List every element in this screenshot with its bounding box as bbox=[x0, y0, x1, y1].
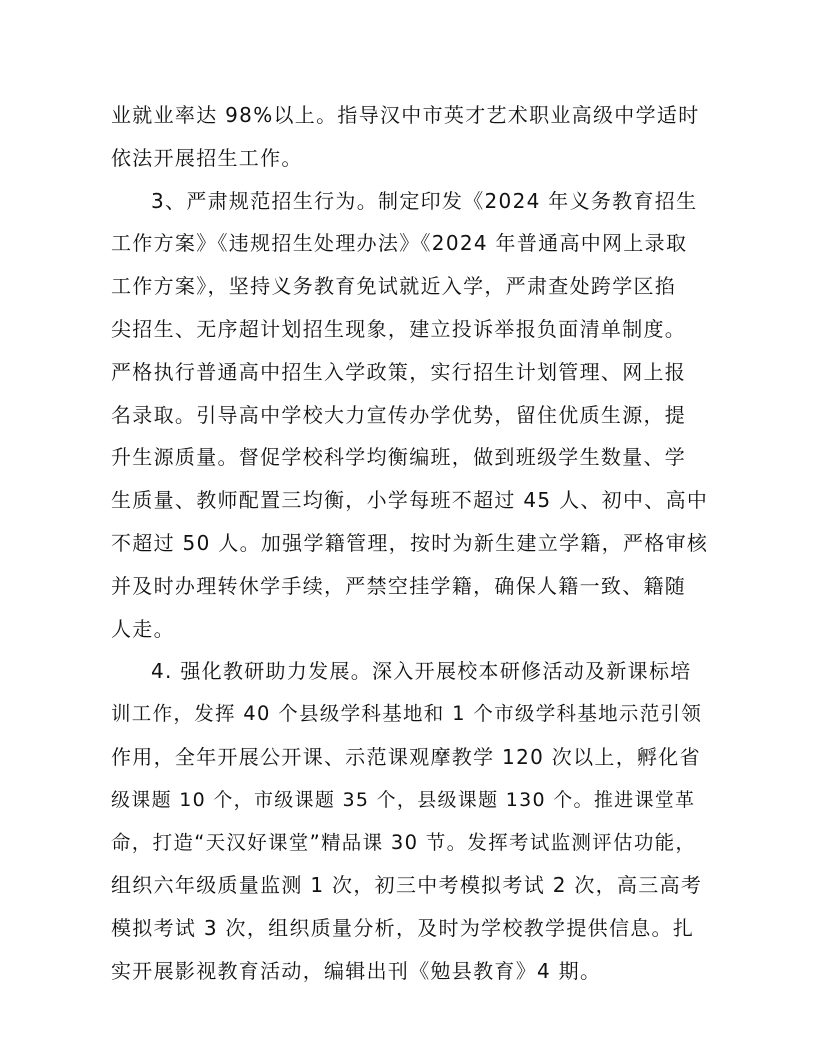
text-line: 工作方案》《违规招生处理办法》《2024 年普通高中网上录取 bbox=[111, 231, 688, 256]
text-line: 模拟考试 3 次，组织质量分析，及时为学校教学提供信息。扎 bbox=[111, 916, 695, 941]
text-line: 生质量、教师配置三均衡，小学每班不超过 45 人、初中、高中 bbox=[111, 488, 709, 513]
text-line: 作用，全年开展公开课、示范课观摩教学 120 次以上，孵化省 bbox=[111, 744, 701, 769]
text-line: 业就业率达 98%以上。指导汉中市英才艺术职业高级中学适时 bbox=[111, 103, 700, 127]
text-line: 训工作，发挥 40 个县级学科基地和 1 个市级学科基地示范引领 bbox=[111, 702, 703, 726]
text-line: 升生源质量。督促学校科学均衡编班，做到班级学生数量、学 bbox=[111, 445, 687, 470]
text-line: 级课题 10 个，市级课题 35 个，县级课题 130 个。推进课堂革 bbox=[111, 788, 696, 811]
text-line: 尖招生、无序超计划招生现象，建立投诉举报负面清单制度。 bbox=[111, 316, 687, 341]
paragraph-item-3 bbox=[111, 180, 709, 651]
text-line: 不超过 50 人。加强学籍管理，按时为新生建立学籍，严格审核 bbox=[111, 530, 709, 555]
text-line: 严格执行普通高中招生入学政策，实行招生计划管理、网上报 bbox=[111, 359, 687, 384]
text-line: 依法开展招生工作。 bbox=[111, 145, 303, 170]
text-line: 名录取。引导高中学校大力宣传办学优势，留住优质生源，提 bbox=[111, 402, 687, 427]
text-line: 组织六年级质量监测 1 次，初三中考模拟考试 2 次，高三高考 bbox=[111, 873, 703, 898]
text-line: 实开展影视教育活动，编辑出刊《勉县教育》4 期。 bbox=[111, 958, 602, 983]
text-line: 人走。 bbox=[111, 616, 175, 641]
paragraph-continuation bbox=[111, 94, 709, 180]
text-line: 工作方案》，坚持义务教育免试就近入学，严肃查处跨学区掐 bbox=[111, 274, 677, 299]
paragraph-item-4 bbox=[111, 650, 709, 992]
text-line: 4. 强化教研助力发展。深入开展校本研修活动及新课标培 bbox=[151, 659, 692, 684]
text-line: 命，打造“天汉好课堂”精品课 30 节。发挥考试监测评估功能， bbox=[111, 830, 697, 854]
text-line: 并及时办理转休学手续，严禁空挂学籍，确保人籍一致、籍随 bbox=[111, 573, 687, 598]
document-body bbox=[111, 94, 709, 993]
text-line: 3、严肃规范招生行为。制定印发《2024 年义务教育招生 bbox=[151, 188, 698, 213]
